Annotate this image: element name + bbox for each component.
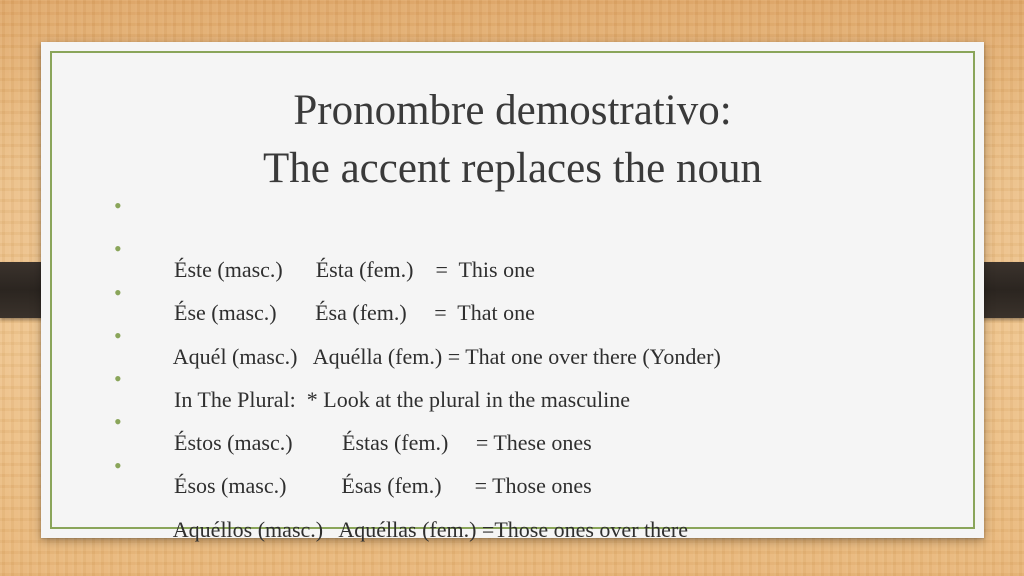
bullet-item-ese xyxy=(114,233,721,326)
slide-card xyxy=(41,42,984,542)
title-line-2: The accent replaces the noun xyxy=(262,145,762,192)
slide-title xyxy=(41,82,984,198)
bullet-list xyxy=(114,190,721,542)
bullet-text: Ése (masc.) Ésa (fem.) = That one xyxy=(174,300,535,326)
bullet-item-plural-note xyxy=(114,320,721,412)
bullet-text: Ésos (masc.) Ésas (fem.) = Those ones xyxy=(174,473,592,499)
bullet-icon: • xyxy=(114,193,122,218)
bullet-text: Aquéllos (masc.) Aquéllas (fem.) =Those ones over there xyxy=(172,516,688,542)
bullet-item-esos xyxy=(114,406,721,499)
bullet-icon: • xyxy=(114,409,122,435)
bullet-icon: • xyxy=(114,322,122,348)
bullet-text: In The Plural: * Look at the plural in the masculine xyxy=(174,386,630,412)
bullet-text: Éstos (masc.) Éstas (fem.) = These ones xyxy=(174,430,592,456)
bullet-item-aquellos xyxy=(114,450,721,542)
bullet-item-estos xyxy=(114,363,721,456)
title-line-1: Pronombre demostrativo: xyxy=(293,87,732,134)
bullet-item-este xyxy=(114,190,721,282)
bullet-item-aquel xyxy=(114,277,721,369)
bullet-text: Éste (masc.) Ésta (fem.) = This one xyxy=(174,257,535,282)
bullet-icon: • xyxy=(114,366,122,392)
bullet-icon: • xyxy=(114,236,122,262)
bullet-icon: • xyxy=(114,279,122,305)
bullet-text: Aquél (masc.) Aquélla (fem.) = That one over there (Yonder) xyxy=(172,343,721,369)
bullet-icon: • xyxy=(114,452,122,478)
